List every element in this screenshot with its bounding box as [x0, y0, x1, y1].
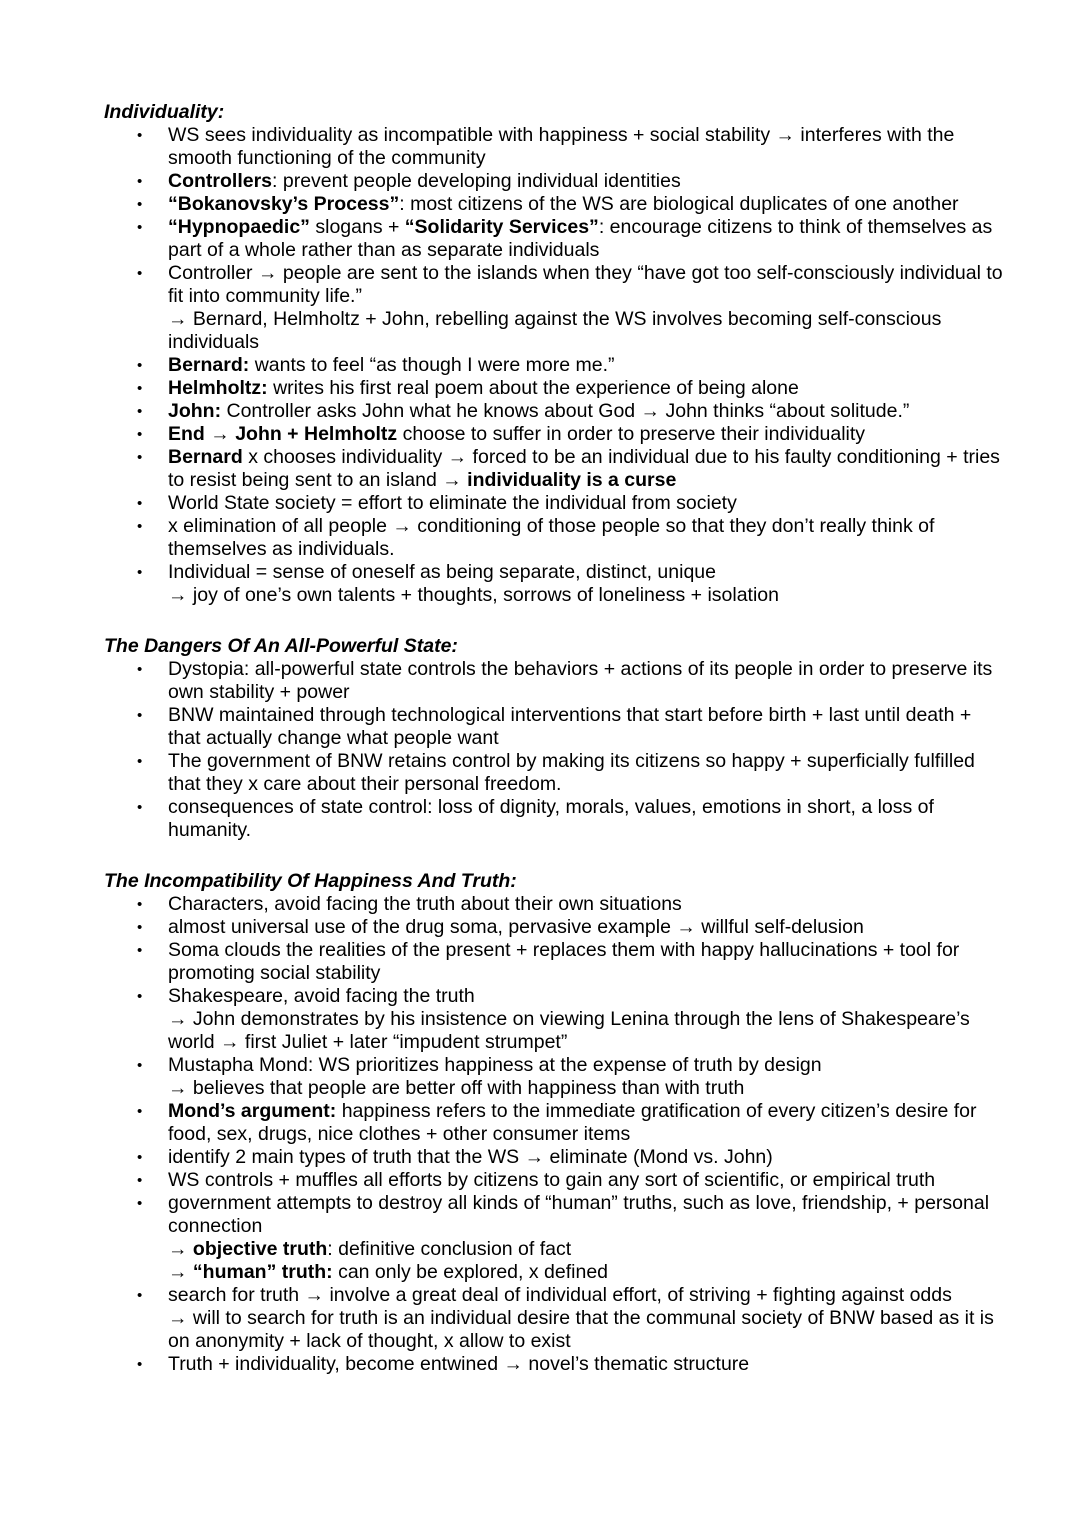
bullet-text: → joy of one’s own talents + thoughts, sorrows of loneliness + isolation: [168, 584, 779, 606]
bullet-text: →: [168, 1261, 193, 1283]
bullet-text: →: [168, 1238, 193, 1260]
bullet-text: happiness refers to the immediate gratification of every citizen’s desire for food, sex, drugs, nice clothes + other consumer items: [168, 1100, 977, 1145]
bullet-item: [104, 1146, 1004, 1169]
bullet-text: WS sees individuality as incompatible with happiness + social stability → interferes with the smooth functioning of the community: [168, 124, 955, 169]
bold-term: “Solidarity Services”: [404, 216, 599, 238]
bullet-text: → believes that people are better off with happiness than with truth: [168, 1077, 745, 1099]
bold-term: “human” truth:: [192, 1261, 333, 1283]
bullet-item: [104, 1169, 1004, 1192]
bullet-text: : definitive conclusion of fact: [327, 1238, 572, 1260]
bullet-text: government attempts to destroy all kinds of “human” truths, such as love, friendship, + personal connection: [168, 1192, 990, 1237]
bullet-text: writes his first real poem about the experience of being alone: [267, 377, 799, 399]
bullet-item: [104, 704, 1004, 750]
bold-term: Helmholtz:: [168, 377, 268, 399]
bold-term: John + Helmholtz: [235, 423, 398, 445]
bullet-item: [104, 658, 1004, 704]
bullet-list: [104, 124, 1004, 607]
bullet-list: [104, 658, 1004, 842]
bullet-text: →: [204, 423, 236, 445]
bold-term: objective truth: [192, 1238, 328, 1260]
bullet-item: [104, 561, 1004, 607]
notes-section: [104, 870, 1004, 1376]
bold-term: “Bokanovsky’s Process”: [168, 193, 400, 215]
bullet-item: [104, 193, 1004, 216]
bullet-item: [104, 354, 1004, 377]
bullet-item: [104, 377, 1004, 400]
bullet-item: [104, 750, 1004, 796]
bold-term: Bernard: [168, 446, 243, 468]
bullet-item: [104, 893, 1004, 916]
bullet-text: Controller → people are sent to the islands when they “have got too self-consciously individual to fit into community life.”: [168, 262, 1003, 307]
bold-term: Mond’s argument:: [168, 1100, 337, 1122]
bullet-text: World State society = effort to eliminate the individual from society: [168, 492, 737, 514]
bullet-item: [104, 1284, 1004, 1353]
notes-page: [104, 101, 1004, 1404]
bold-term: John:: [168, 400, 222, 422]
notes-section: [104, 635, 1004, 842]
bullet-text: Truth + individuality, become entwined → novel’s thematic structure: [168, 1353, 750, 1375]
bullet-text: : most citizens of the WS are biological duplicates of one another: [399, 193, 959, 215]
bullet-item: [104, 939, 1004, 985]
bullet-text: → John demonstrates by his insistence on viewing Lenina through the lens of Shakespeare’s world → first Juliet + later “impudent strumpet”: [168, 1008, 970, 1053]
bullet-item: [104, 262, 1004, 354]
bullet-text: can only be explored, x defined: [332, 1261, 609, 1283]
bullet-text: Shakespeare, avoid facing the truth: [168, 985, 475, 1007]
bullet-text: → Bernard, Helmholtz + John, rebelling against the WS involves becoming self-conscious individuals: [168, 308, 942, 353]
bullet-text: wants to feel “as though I were more me.”: [249, 354, 615, 376]
bullet-item: [104, 216, 1004, 262]
bullet-item: [104, 170, 1004, 193]
bullet-text: : prevent people developing individual identities: [272, 170, 681, 192]
bullet-text: slogans +: [309, 216, 405, 238]
bullet-text: WS controls + muffles all efforts by citizens to gain any sort of scientific, or empirical truth: [168, 1169, 936, 1191]
bullet-item: [104, 515, 1004, 561]
section-heading: The Incompatibility Of Happiness And Truth:: [104, 870, 517, 892]
bullet-text: x elimination of all people → conditioning of those people so that they don’t really think of themselves as individuals.: [168, 515, 935, 560]
bullet-text: Controller asks John what he knows about God → John thinks “about solitude.”: [221, 400, 910, 422]
bold-term: Bernard:: [168, 354, 250, 376]
bullet-text: search for truth → involve a great deal of individual effort, of striving + fighting against odds: [168, 1284, 952, 1306]
bullet-text: almost universal use of the drug soma, pervasive example → willful self-delusion: [168, 916, 864, 938]
bullet-item: [104, 1353, 1004, 1376]
bold-term: individuality is a curse: [467, 469, 677, 491]
bullet-text: x chooses individuality → forced to be an individual due to his faulty conditioning + tries to resist being sent to an island →: [168, 446, 1000, 491]
bullet-item: [104, 446, 1004, 492]
bullet-item: [104, 1054, 1004, 1100]
bullet-item: [104, 985, 1004, 1054]
bullet-item: [104, 796, 1004, 842]
bullet-text: Dystopia: all-powerful state controls the behaviors + actions of its people in order to preserve its own stability + power: [168, 658, 993, 703]
bullet-item: [104, 423, 1004, 446]
notes-section: [104, 101, 1004, 607]
bullet-text: : encourage citizens to think of themselves as part of a whole rather than as separate individuals: [168, 216, 993, 261]
bullet-item: [104, 1100, 1004, 1146]
bold-term: “Hypnopaedic”: [168, 216, 310, 238]
bullet-text: The government of BNW retains control by making its citizens so happy + superficially fulfilled that they x care about their personal freedom.: [168, 750, 975, 795]
bold-term: End: [168, 423, 205, 445]
bullet-item: [104, 124, 1004, 170]
section-heading: Individuality:: [104, 101, 225, 123]
bullet-text: Individual = sense of oneself as being separate, distinct, unique: [168, 561, 716, 583]
bullet-text: Mustapha Mond: WS prioritizes happiness at the expense of truth by design: [168, 1054, 822, 1076]
bullet-text: Characters, avoid facing the truth about their own situations: [168, 893, 682, 915]
bullet-text: → will to search for truth is an individual desire that the communal society of BNW based as it is on anonymity + lack of thought, x allow to exist: [168, 1307, 994, 1352]
bullet-text: consequences of state control: loss of dignity, morals, values, emotions in short, a loss of humanity.: [168, 796, 934, 841]
bullet-item: [104, 492, 1004, 515]
bullet-item: [104, 1192, 1004, 1284]
bold-term: Controllers: [168, 170, 273, 192]
bullet-text: BNW maintained through technological interventions that start before birth + last until death + that actually change what people want: [168, 704, 972, 749]
bullet-list: [104, 893, 1004, 1376]
bullet-text: Soma clouds the realities of the present + replaces them with happy hallucinations + tool for promoting social stability: [168, 939, 960, 984]
bullet-item: [104, 400, 1004, 423]
bullet-text: identify 2 main types of truth that the WS → eliminate (Mond vs. John): [168, 1146, 773, 1168]
bullet-item: [104, 916, 1004, 939]
bullet-text: choose to suffer in order to preserve their individuality: [397, 423, 866, 445]
section-heading: The Dangers Of An All-Powerful State:: [104, 635, 458, 657]
